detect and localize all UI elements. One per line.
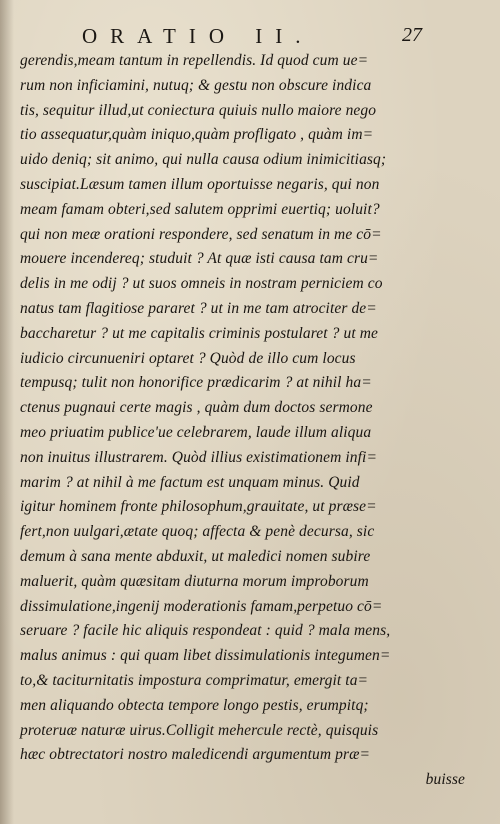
text-line: fert,non uulgari,ætate quoq; affecta & penè decursa, sic [20,523,375,541]
text-line: natus tam flagitiose pararet ? ut in me tam atrociter de= [20,299,377,317]
text-line: dissimulatione,ingenij moderationis famam,perpetuo cō= [20,597,383,615]
text-line: baccharetur ? ut me capitalis criminis postularet ? ut me [20,324,378,342]
text-line: tio assequatur,quàm iniquo,quàm profligato , quàm im= [20,126,374,144]
text-line: suscipiat.Læsum tamen illum oportuisse negaris, qui non [20,175,380,193]
text-line: delis in me odij ? ut suos omneis in nostram perniciem co [20,275,383,293]
text-line: non inuitus illustrarem. Quòd illius existimationem infi= [20,448,378,466]
text-line: demum à sana mente abduxit, ut maledici nomen subire [20,547,371,565]
text-line: marim ? at nihil à me factum est unquam minus. Quid [20,473,360,491]
text-line: tis, sequitur illud,ut coniectura quiuis nullo maiore nego [20,101,377,119]
text-line: uido deniq; sit animo, qui nulla causa odium inimicitiasq; [20,151,387,169]
text-line: iudicio circunueniri optaret ? Quòd de illo cum locus [20,349,356,367]
text-line: men aliquando obtecta tempore longo pestis, erumpitq; [20,696,369,714]
text-line: seruare ? facile hic aliquis respondeat : quid ? mala mens, [20,622,391,640]
body-text [20,49,475,793]
text-line: qui non meæ orationi respondere, sed senatum in me cō= [20,225,382,243]
text-line: rum non inficiamini, nutuq; & gestu non obscure indica [20,76,372,94]
text-line: proteruæ naturæ uirus.Colligit mehercule rectè, quisquis [20,721,379,739]
text-line: ctenus pugnaui certe magis , quàm dum doctos sermone [20,399,373,417]
text-line: gerendis,meam tantum in repellendis. Id quod cum ue= [20,52,369,69]
text-line: meo priuatim publice'ue celebrarem, laude illum aliqua [20,423,372,441]
text-line: igitur hominem fronte philosophum,grauitate, ut præse= [20,498,377,516]
text-line: meam famam obteri,sed salutem opprimi euertiq; uoluit? [20,200,380,218]
page-number: 27 [402,24,422,46]
text-line: malus animus : qui quam libet dissimulationis integumen= [20,647,391,665]
text-line: hæc obtrectatori nostro maledicendi argumentum præ= [20,746,371,764]
catchword: buisse [425,771,465,789]
text-line: to,& taciturnitatis impostura comprimatur, emergit ta= [20,671,369,689]
text-line: mouere incendereq; studuit ? At quæ isti causa tam cru= [20,250,379,268]
page-header [0,22,500,52]
gutter-shadow [0,0,14,824]
text-line: tempusq; tulit non honorifice prædicarim ? at nihil ha= [20,374,372,392]
running-head: ORATIO II. [82,24,314,48]
text-line: maluerit, quàm quæsitam diuturna morum improborum [20,572,369,590]
